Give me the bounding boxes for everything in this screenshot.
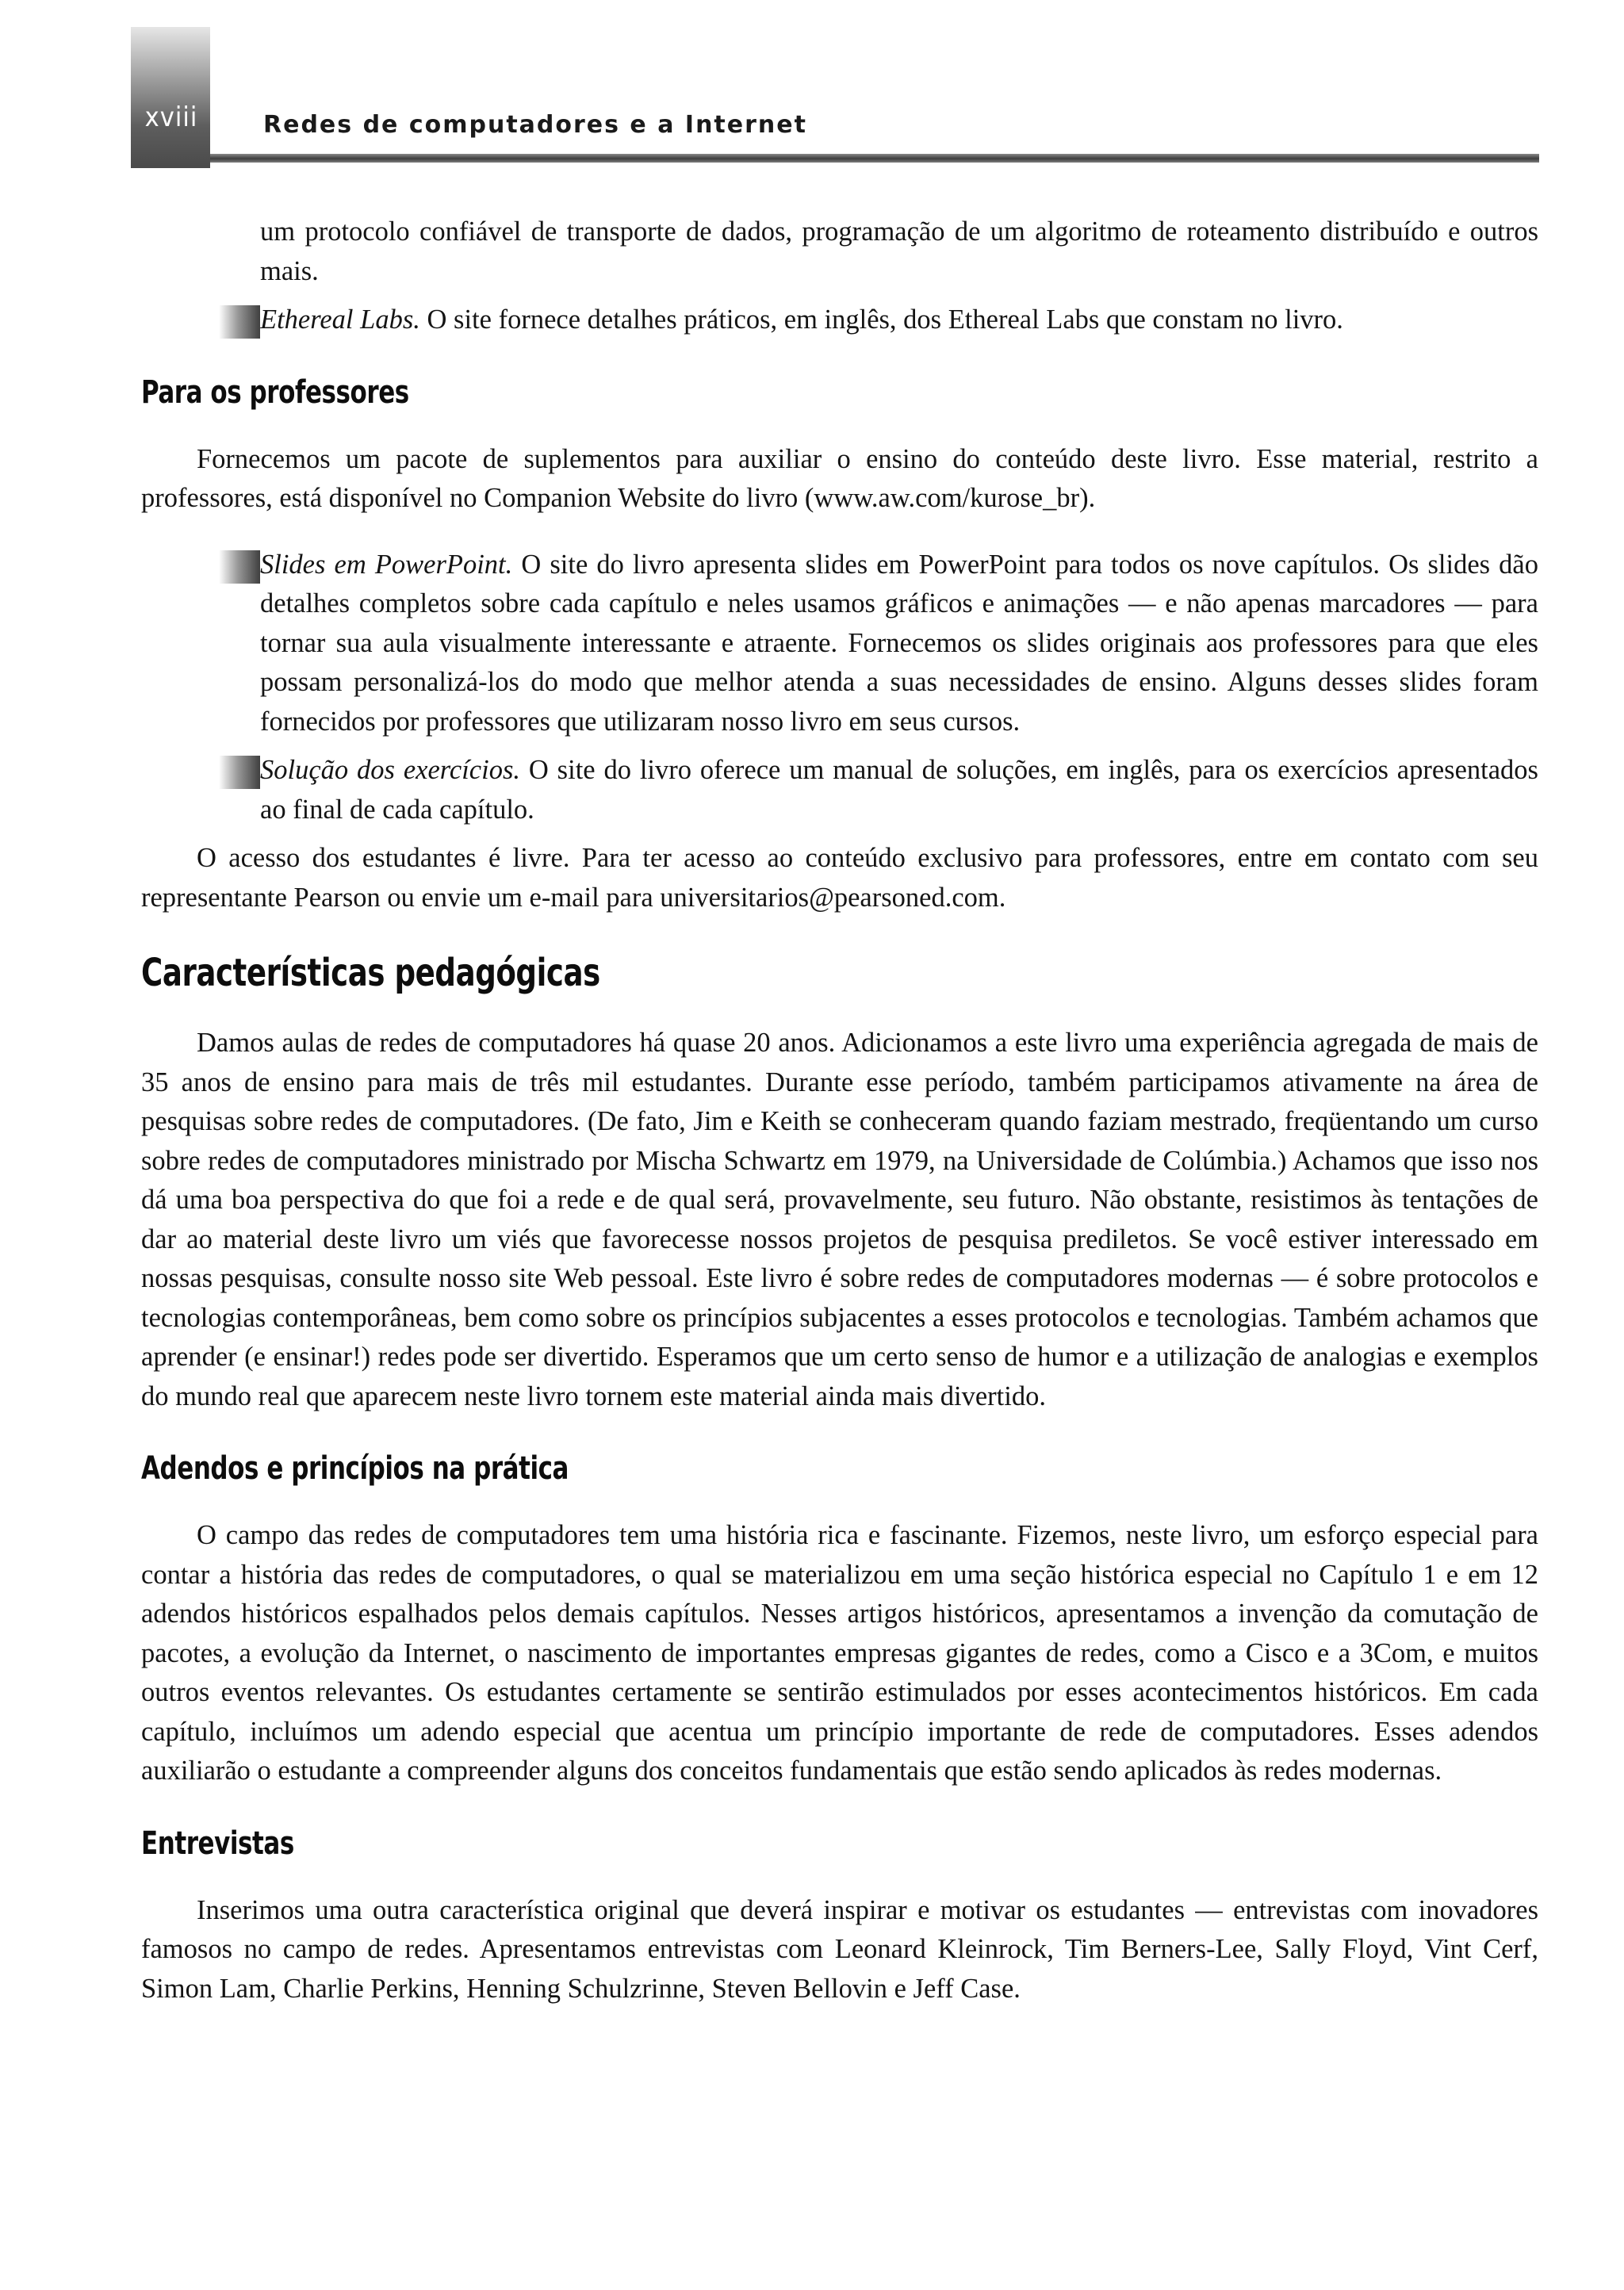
square-bullet-icon (219, 756, 260, 789)
paragraph: O campo das redes de computadores tem uma história rica e fascinante. Fizemos, neste livro, um esforço especial para contar a história das redes de computadores, o qual se materializou em uma seção histórica especial no Capítulo 1 e em 12 adendos históricos espalhados pelos demais capítulos. Nesses artigos históricos, apresentamos a invenção da comutação de pacotes, a evolução da Internet, o nascimento de importantes empresas gigantes de redes, como a Cisco e a 3Com, e muitos outros eventos relevantes. Os estudantes certamente se sentirão estimulados por esses acontecimentos históricos. Em cada capítulo, incluímos um adendo especial que acentua um princípio importante de rede de computadores. Esses adendos auxiliarão o estudante a compreender alguns dos conceitos fundamentais que estão sendo aplicados às redes modernas. (141, 1520, 1538, 1786)
running-title: Redes de computadores e a Internet (263, 111, 807, 139)
page-number: xviii (144, 101, 198, 133)
list-item-slides (260, 546, 1538, 742)
item-title: Slides em PowerPoint. (260, 549, 513, 580)
item-text: O site do livro oferece um manual de soluções, em inglês, para os exercícios apresentados ao final de cada capítulo. (260, 755, 1538, 825)
continued-item-text: um protocolo confiável de transporte de dados, programação de um algoritmo de roteamento distribuído e outros mais. (260, 216, 1538, 286)
paragraph: Fornecemos um pacote de suplementos para auxiliar o ensino do conteúdo deste livro. Esse material, restrito a professores, está disponível no Companion Website do livro (www.aw.com/kurose_br). (141, 443, 1538, 513)
list-item-ethereal-labs (260, 301, 1538, 340)
folio-tab (131, 27, 210, 168)
paragraph: O acesso dos estudantes é livre. Para ter acesso ao conteúdo exclusivo para professores, entre em contato com seu representante Pearson ou envie um e-mail para universitarios@pearsoned.com. (141, 843, 1538, 913)
item-title: Solução dos exercícios. (260, 755, 521, 785)
square-bullet-icon (219, 550, 260, 584)
list-item-solucao (260, 751, 1538, 829)
subsection-heading-adendos: Adendos e princípios na prática (141, 1450, 569, 1487)
section-heading-caracteristicas: Características pedagógicas (141, 951, 600, 995)
item-text: O site fornece detalhes práticos, em inglês, dos Ethereal Labs que constam no livro. (419, 304, 1343, 335)
subsection-heading-entrevistas: Entrevistas (141, 1825, 294, 1862)
paragraph: Damos aulas de redes de computadores há quase 20 anos. Adicionamos a este livro uma experiência agregada de mais de 35 anos de ensino para mais de três mil estudantes. Durante esse período, também participamos ativamente na área de pesquisas sobre redes de computadores. (De fato, Jim e Keith se conheceram quando faziam mestrado, freqüentando um curso sobre redes de computadores ministrado por Mischa Schwartz em 1979, na Universidade de Colúmbia.) Achamos que isso nos dá uma boa perspectiva do que foi a rede e de qual será, provavelmente, seu futuro. Não obstante, resistimos às tentações de dar ao material deste livro um viés que favorecesse nossos projetos de pesquisa prediletos. Se você estiver interessado em nossas pesquisas, consulte nosso site Web pessoal. Este livro é sobre redes de computadores modernas — é sobre protocolos e tecnologias contemporâneas, bem como sobre os princípios subjacentes a esses protocolos e tecnologias. Também achamos que aprender (e ensinar!) redes pode ser divertido. Esperamos que um certo senso de humor e a utilização de analogias e exemplos do mundo real que aparecem neste livro tornem este material ainda mais divertido. (141, 1028, 1538, 1411)
page-body (141, 213, 1538, 2009)
square-bullet-icon (219, 305, 260, 339)
item-text: O site do livro apresenta slides em PowerPoint para todos os nove capítulos. Os slides dão detalhes completos sobre cada capítulo e neles usamos gráficos e animações — e não apenas marcadores — para tornar sua aula visualmente interessante e atraente. Fornecemos os slides originais aos professores para que eles possam personalizá-los do modo que melhor atenda a suas necessidades de ensino. Alguns desses slides foram fornecidos por professores que utilizaram nosso livro em seus cursos. (260, 549, 1538, 737)
section-heading-para-os-professores: Para os professores (141, 373, 409, 411)
item-title: Ethereal Labs. (260, 304, 420, 335)
paragraph: Inserimos uma outra característica original que deverá inspirar e motivar os estudantes — entrevistas com inovadores famosos no campo de redes. Apresentamos entrevistas com Leonard Kleinrock, Tim Berners-Lee, Sally Floyd, Vint Cerf, Simon Lam, Charlie Perkins, Henning Schulzrinne, Steven Bellovin e Jeff Case. (141, 1894, 1538, 2004)
header-rule (210, 154, 1539, 163)
running-header (0, 0, 1624, 167)
